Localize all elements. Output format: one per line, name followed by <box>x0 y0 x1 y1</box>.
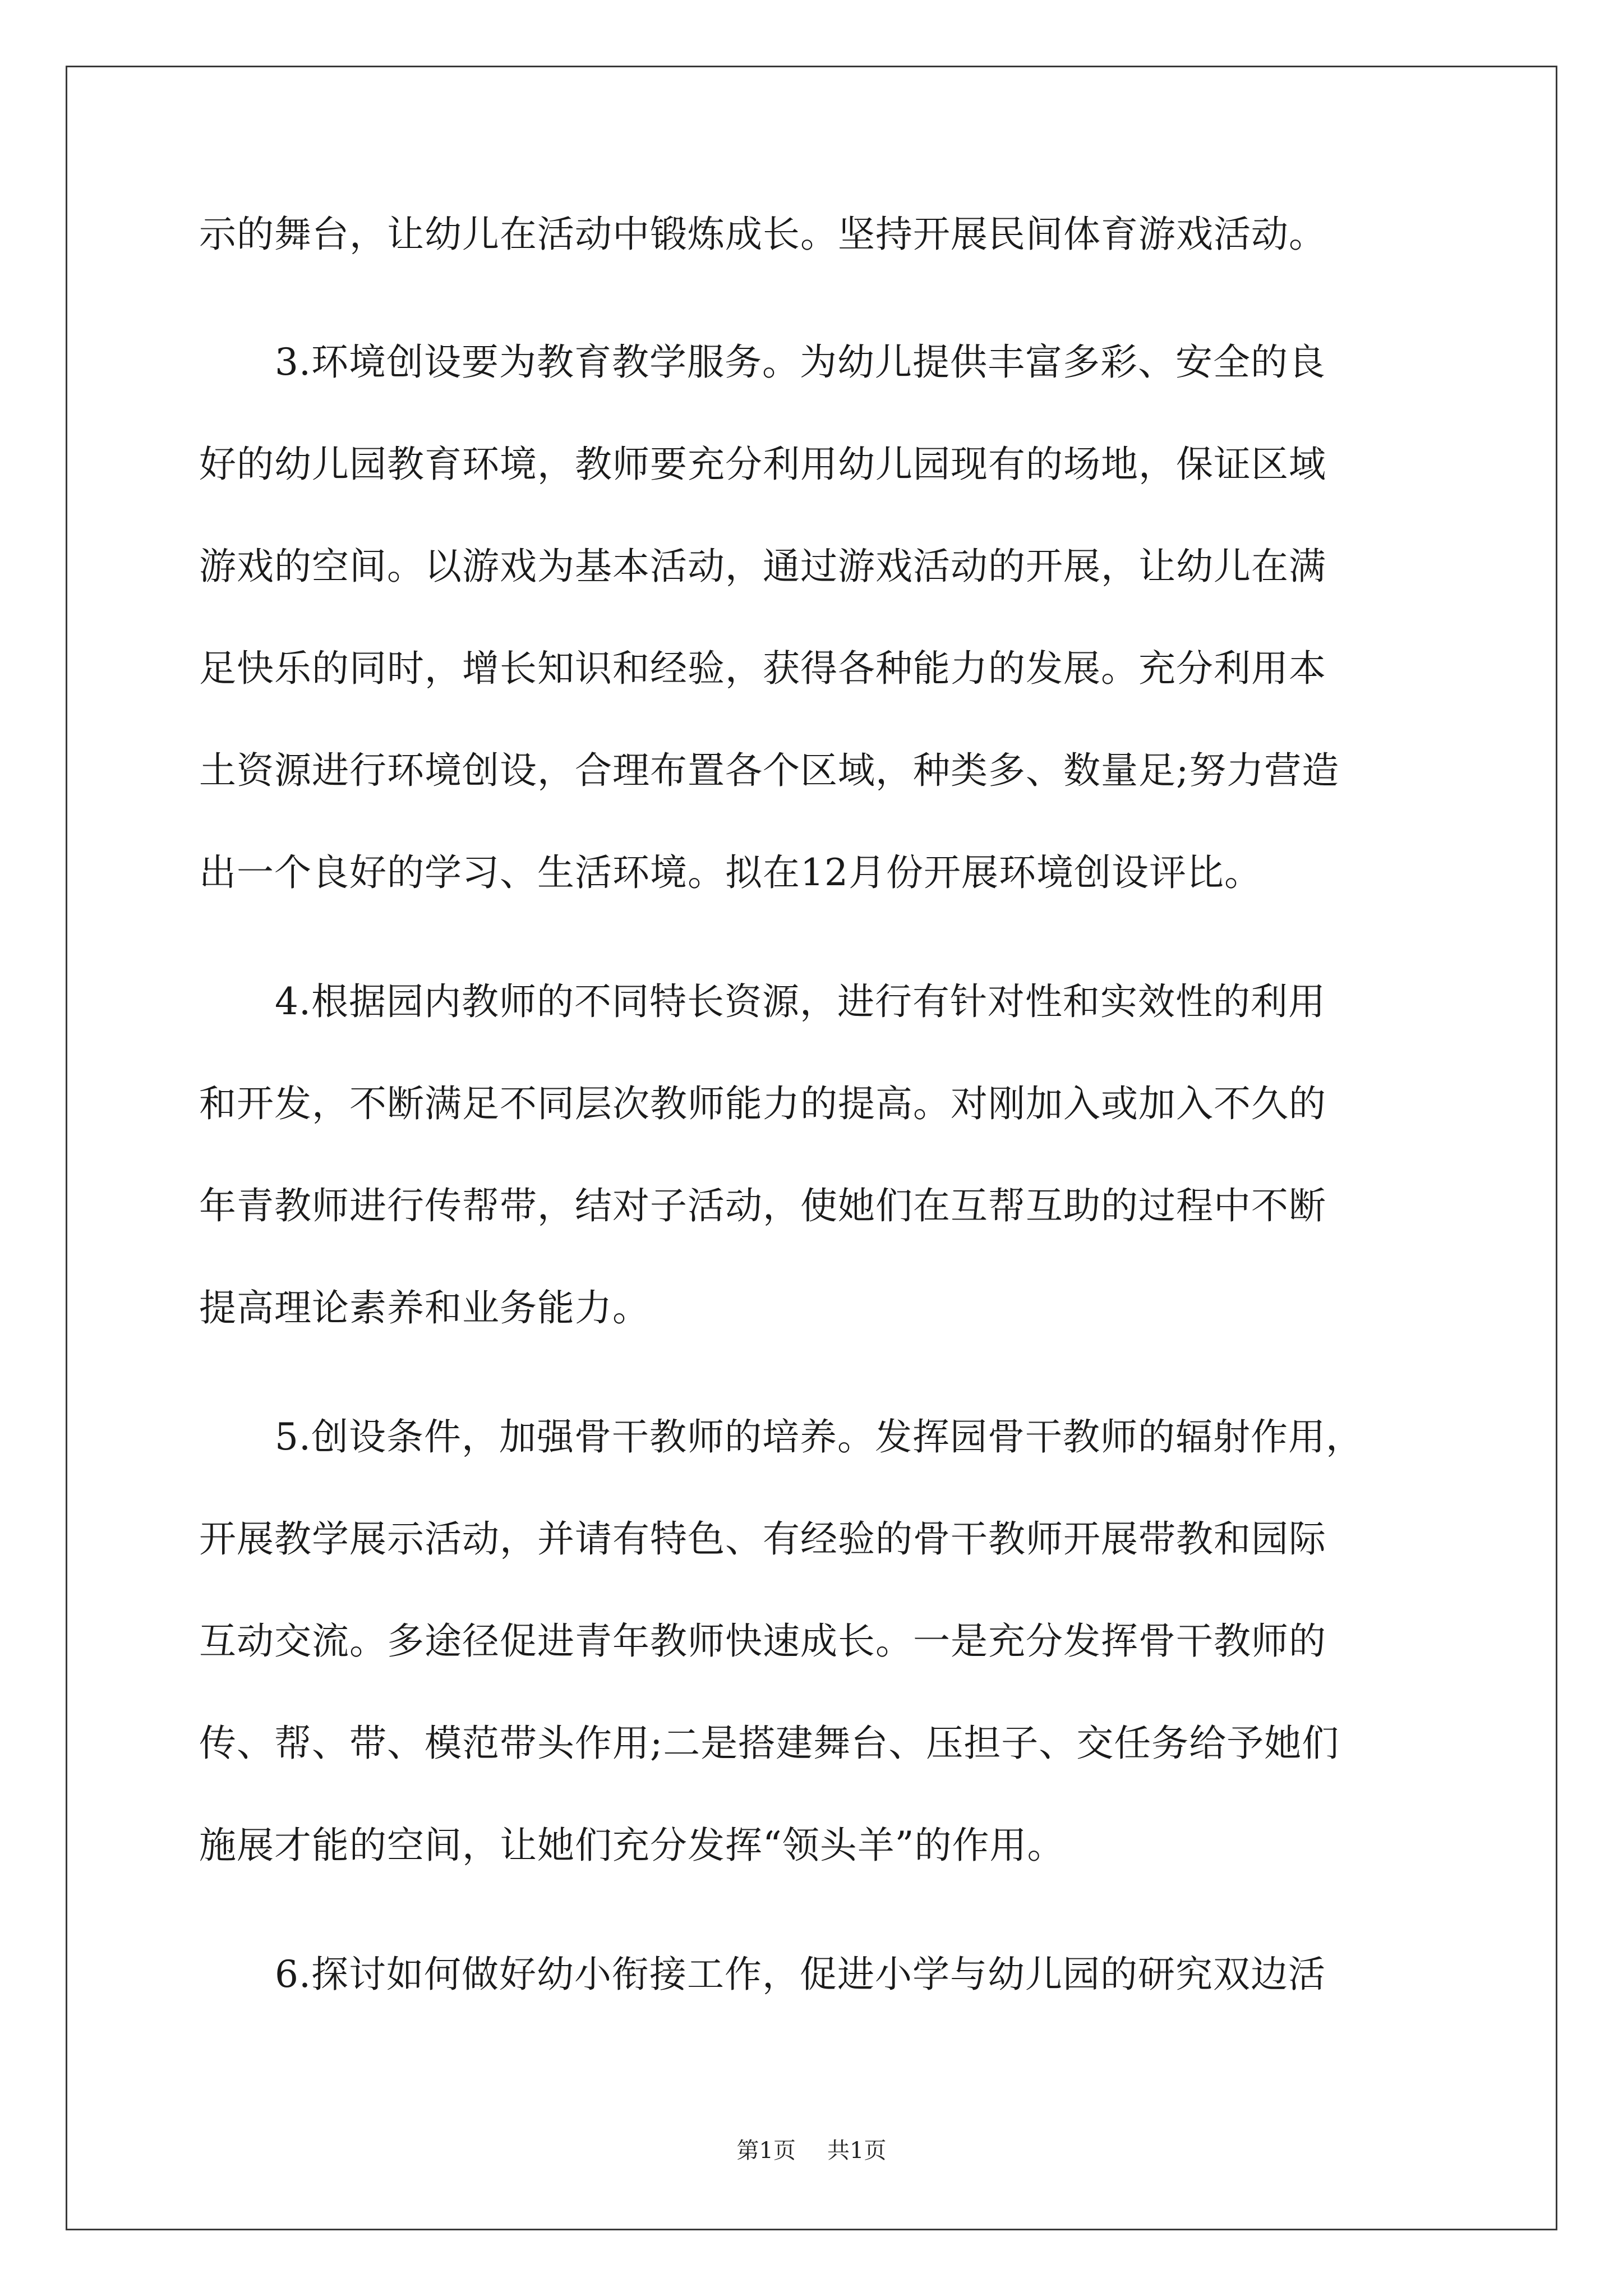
text-line: 出一个良好的学习、生活环境。拟在12月份开展环境创设评比。 <box>199 851 1262 894</box>
paragraph-4-line: 4.根据园内教师的不同特长资源，进行有针对性和实效性的利用 <box>275 980 1326 1023</box>
text-line: 施展才能的空间，让她们充分发挥“领头羊”的作用。 <box>199 1824 1065 1867</box>
page-number: 第1页 <box>736 2138 796 2164</box>
paragraph-5-line: 5.创设条件，加强骨干教师的培养。发挥园骨干教师的辐射作用， <box>275 1415 1363 1458</box>
text-line: 游戏的空间。以游戏为基本活动，通过游戏活动的开展，让幼儿在满 <box>199 545 1326 588</box>
text-line: 足快乐的同时，增长知识和经验，获得各种能力的发展。充分利用本 <box>199 647 1326 690</box>
page-border <box>66 66 1557 2230</box>
text-line: 土资源进行环境创设，合理布置各个区域，种类多、数量足;努力营造 <box>199 749 1340 792</box>
text-line: 传、帮、带、模范带头作用;二是搭建舞台、压担子、交任务给予她们 <box>199 1722 1340 1765</box>
page-footer <box>0 2135 1623 2166</box>
text-line: 开展教学展示活动，并请有特色、有经验的骨干教师开展带教和园际 <box>199 1517 1326 1561</box>
text-line: 示的舞台，让幼儿在活动中锻炼成长。坚持开展民间体育游戏活动。 <box>199 213 1326 256</box>
text-line: 好的幼儿园教育环境，教师要充分利用幼儿园现有的场地，保证区域 <box>199 443 1326 486</box>
text-line: 提高理论素养和业务能力。 <box>199 1286 650 1329</box>
text-line: 和开发，不断满足不同层次教师能力的提高。对刚加入或加入不久的 <box>199 1082 1326 1125</box>
text-line: 年青教师进行传帮带，结对子活动，使她们在互帮互助的过程中不断 <box>199 1184 1326 1227</box>
paragraph-6-line: 6.探讨如何做好幼小衔接工作，促进小学与幼儿园的研究双边活 <box>275 1953 1326 1996</box>
text-line: 互动交流。多途径促进青年教师快速成长。一是充分发挥骨干教师的 <box>199 1619 1326 1663</box>
paragraph-3-line: 3.环境创设要为教育教学服务。为幼儿提供丰富多彩、安全的良 <box>275 341 1326 384</box>
page-total: 共1页 <box>827 2138 887 2164</box>
